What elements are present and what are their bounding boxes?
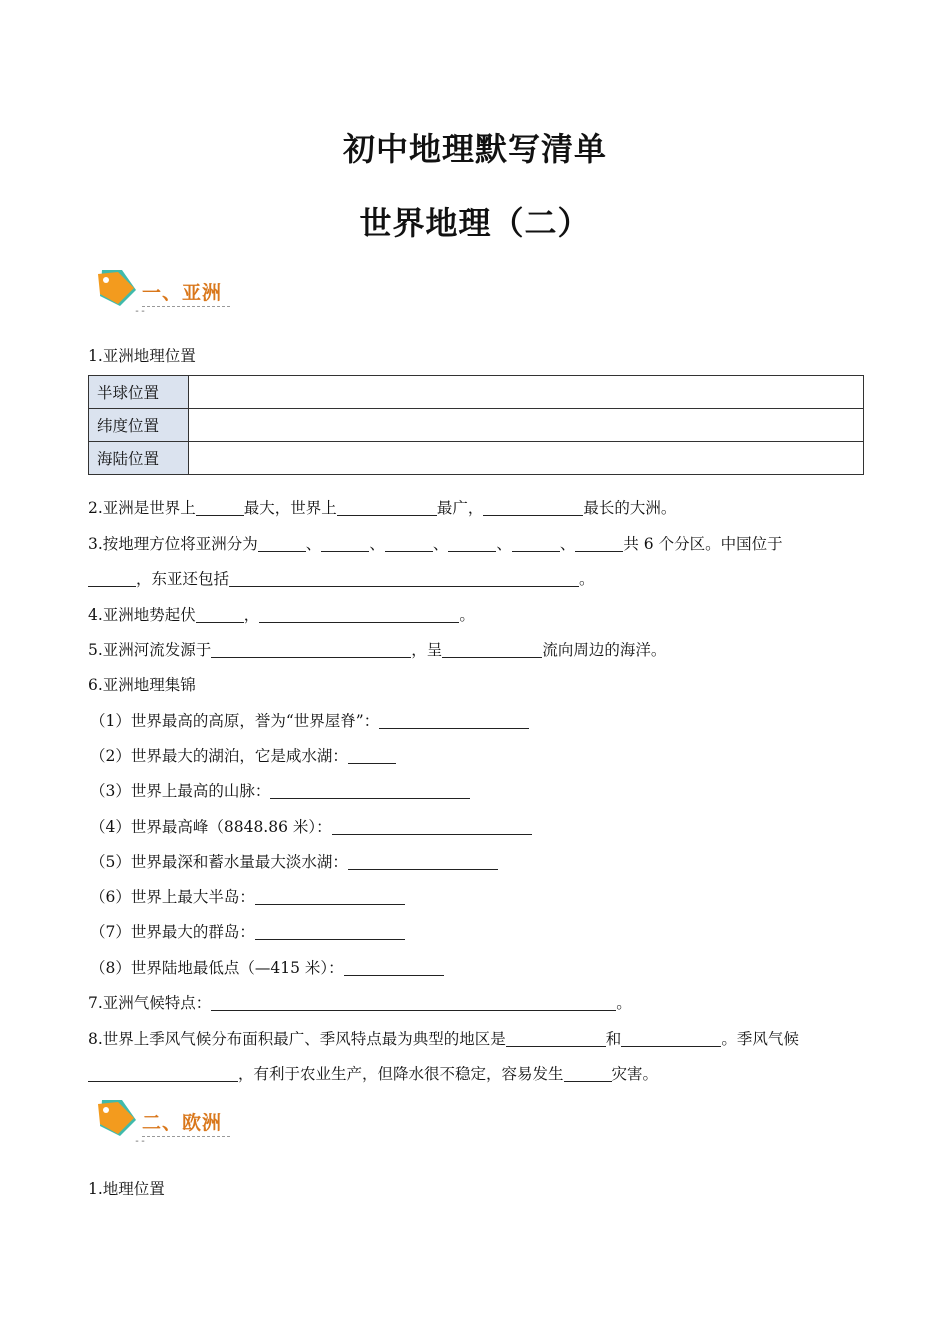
- table-row-label: 纬度位置: [89, 409, 189, 442]
- answer-blank[interactable]: [196, 606, 244, 623]
- question-text: 2.亚洲是世界上: [88, 499, 196, 517]
- separator: 、: [432, 535, 449, 553]
- question-text: 7.亚洲气候特点：: [88, 994, 212, 1012]
- table-row: [89, 376, 864, 409]
- question-text: （2）世界最大的湖泊，它是咸水湖：: [90, 747, 348, 765]
- asia-position-table: [88, 375, 864, 475]
- question-3: [88, 532, 783, 554]
- answer-blank[interactable]: [332, 818, 532, 835]
- question-text: 最大，世界上: [243, 499, 337, 517]
- separator: 、: [369, 535, 385, 553]
- table-row-label: 半球位置: [89, 376, 189, 409]
- question-text: （8）世界陆地最低点（—415 米）：: [90, 959, 344, 977]
- question-text: （6）世界上最大半岛：: [90, 888, 255, 906]
- answer-blank[interactable]: [211, 994, 616, 1011]
- question-6-item: [90, 815, 532, 837]
- question-8-cont: [88, 1062, 658, 1084]
- question-text: ，东亚还包括: [136, 570, 230, 588]
- question-6-item: [90, 885, 405, 907]
- answer-cell[interactable]: [189, 376, 864, 409]
- answer-blank[interactable]: [88, 1065, 238, 1082]
- section-heading-europe: [92, 1096, 262, 1147]
- question-text: 8.世界上季风气候分布面积最广、季风特点最为典型的地区是: [88, 1030, 506, 1048]
- question-text: （1）世界最高的高原，誉为“世界屋脊”：: [90, 712, 380, 730]
- question-text: 。: [616, 994, 632, 1012]
- question-6-item: [90, 709, 529, 731]
- answer-blank[interactable]: [258, 535, 306, 552]
- answer-cell[interactable]: [189, 442, 864, 475]
- question-text: （7）世界最大的群岛：: [90, 923, 255, 941]
- question-8: [88, 1027, 799, 1049]
- question-text: 5.亚洲河流发源于: [88, 641, 212, 659]
- question-text: 灾害。: [611, 1065, 659, 1083]
- question-text: （5）世界最深和蓄水量最大淡水湖：: [90, 853, 348, 871]
- answer-blank[interactable]: [321, 535, 369, 552]
- document-title: 初中地理默写清单: [342, 130, 607, 168]
- answer-blank[interactable]: [348, 853, 498, 870]
- question-text: 最长的大洲。: [583, 499, 677, 517]
- answer-blank[interactable]: [211, 641, 411, 658]
- question-5: [88, 638, 666, 660]
- answer-blank[interactable]: [483, 499, 583, 516]
- section-heading-asia: [92, 266, 262, 317]
- answer-blank[interactable]: [564, 1065, 612, 1082]
- question-text: 4.亚洲地势起伏: [88, 606, 196, 624]
- question-text: 。: [579, 570, 595, 588]
- question-text: 。季风气候: [721, 1030, 799, 1048]
- answer-blank[interactable]: [442, 641, 542, 658]
- question-4: [88, 603, 475, 625]
- question-6-item: [90, 850, 498, 872]
- answer-blank[interactable]: [506, 1030, 606, 1047]
- table-row: [89, 442, 864, 475]
- document-subtitle: 世界地理（二）: [359, 204, 591, 242]
- separator: 、: [305, 535, 322, 553]
- answer-blank[interactable]: [337, 499, 437, 516]
- answer-blank[interactable]: [255, 888, 405, 905]
- question-text: 3.按地理方位将亚洲分为: [88, 535, 258, 553]
- answer-blank[interactable]: [385, 535, 433, 552]
- answer-blank[interactable]: [575, 535, 623, 552]
- price-tag-icon: [92, 266, 138, 312]
- section-heading-label: 一、亚洲: [142, 278, 230, 307]
- europe-question-1-label: 1.地理位置: [88, 1180, 165, 1198]
- question-7: [88, 991, 632, 1013]
- answer-blank[interactable]: [196, 499, 244, 516]
- table-row-label: 海陆位置: [89, 442, 189, 475]
- heading-marker: --: [134, 1136, 147, 1147]
- question-3-cont: [88, 567, 595, 589]
- question-6-item: [90, 956, 444, 978]
- table-row: [89, 409, 864, 442]
- answer-blank[interactable]: [448, 535, 496, 552]
- answer-blank[interactable]: [344, 959, 444, 976]
- question-text: ，: [243, 606, 260, 624]
- question-text: 最广，: [436, 499, 484, 517]
- answer-blank[interactable]: [88, 570, 136, 587]
- answer-blank[interactable]: [379, 712, 529, 729]
- question-text: （3）世界上最高的山脉：: [90, 782, 271, 800]
- answer-blank[interactable]: [348, 747, 396, 764]
- question-1-label: 1.亚洲地理位置: [88, 347, 196, 365]
- answer-blank[interactable]: [512, 535, 560, 552]
- answer-cell[interactable]: [189, 409, 864, 442]
- question-2: [88, 496, 676, 518]
- question-text: 流向周边的海洋。: [542, 641, 667, 659]
- question-text: 和: [605, 1030, 622, 1048]
- question-6-label: 6.亚洲地理集锦: [88, 676, 196, 694]
- answer-blank[interactable]: [259, 606, 459, 623]
- question-text: ，有利于农业生产，但降水很不稳定，容易发生: [238, 1065, 564, 1083]
- answer-blank[interactable]: [255, 923, 405, 940]
- question-6-item: [90, 779, 470, 801]
- separator: 、: [496, 535, 512, 553]
- answer-blank[interactable]: [229, 570, 579, 587]
- question-text: 共 6 个分区。中国位于: [623, 535, 783, 553]
- question-6-item: [90, 744, 396, 766]
- heading-marker: --: [134, 306, 147, 317]
- question-6-item: [90, 920, 405, 942]
- price-tag-icon: [92, 1096, 138, 1142]
- answer-blank[interactable]: [270, 782, 470, 799]
- separator: 、: [559, 535, 576, 553]
- answer-blank[interactable]: [621, 1030, 721, 1047]
- question-text: （4）世界最高峰（8848.86 米）：: [90, 818, 332, 836]
- question-text: 。: [459, 606, 475, 624]
- section-heading-label: 二、欧洲: [142, 1108, 230, 1137]
- question-text: ，呈: [411, 641, 443, 659]
